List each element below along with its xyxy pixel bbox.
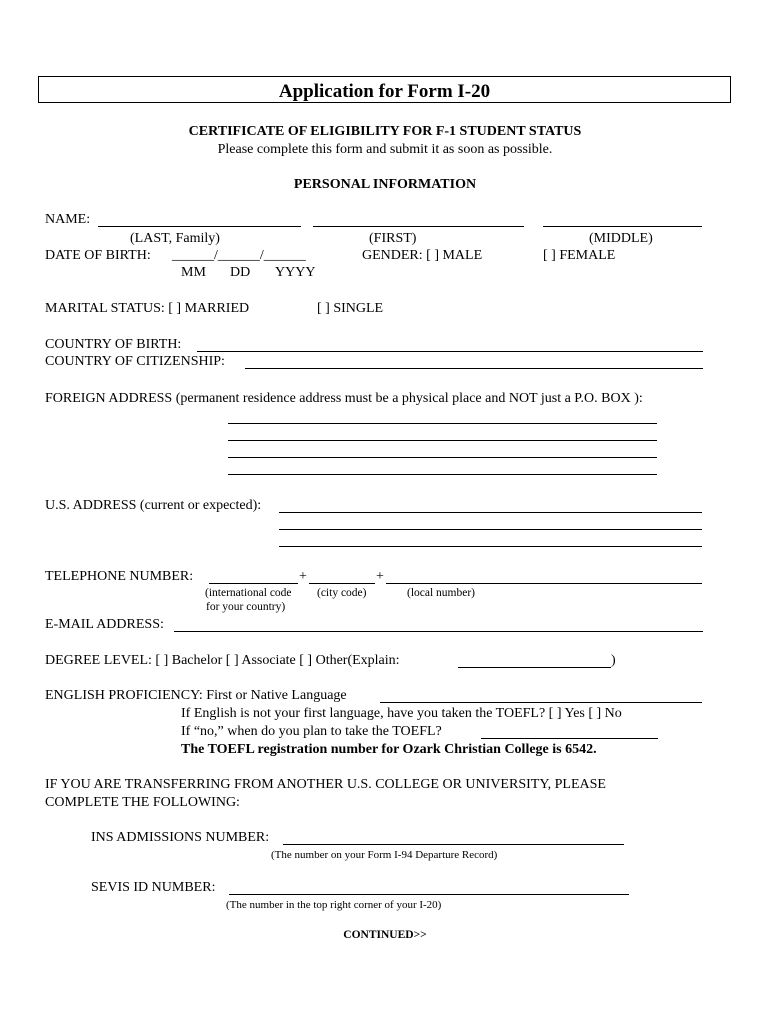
toefl-code-note: The TOEFL registration number for Ozark Christian College is 6542. [181, 742, 597, 757]
title-box [38, 76, 731, 103]
country-citizenship-field[interactable] [245, 368, 703, 369]
english-proficiency-label: ENGLISH PROFICIENCY: First or Native Language [45, 688, 347, 703]
ins-number-label: INS ADMISSIONS NUMBER: [91, 830, 270, 845]
subtitle: CERTIFICATE OF ELIGIBILITY FOR F-1 STUDENT STATUS [188, 124, 582, 139]
telephone-city-caption: (city code) [317, 587, 367, 599]
country-birth-field[interactable] [197, 351, 703, 352]
dob-label: DATE OF BIRTH: [45, 248, 151, 263]
sevis-id-caption: (The number in the top right corner of your I-20) [226, 899, 442, 911]
degree-level-checkboxes[interactable]: DEGREE LEVEL: [ ] Bachelor [ ] Associate [ ] Other(Explain: [45, 653, 400, 668]
country-citizenship-label: COUNTRY OF CITIZENSHIP: [45, 354, 225, 369]
toefl-when-field[interactable] [481, 738, 658, 739]
continued-label: CONTINUED>> [343, 929, 427, 941]
last-name-field[interactable] [98, 226, 301, 227]
middle-name-caption: (MIDDLE) [589, 231, 653, 246]
gender-male-checkbox[interactable]: GENDER: [ ] MALE [362, 248, 483, 263]
ins-number-caption: (The number on your Form I-94 Departure Record) [271, 849, 498, 861]
foreign-address-line-2[interactable] [228, 440, 657, 441]
foreign-address-line-1[interactable] [228, 423, 657, 424]
last-name-caption: (LAST, Family) [130, 231, 220, 246]
transfer-heading-line-2: COMPLETE THE FOLLOWING: [45, 795, 240, 810]
email-field[interactable] [174, 631, 703, 632]
dob-mm-caption: MM [181, 265, 206, 280]
dob-dd-caption: DD [230, 265, 251, 280]
email-label: E-MAIL ADDRESS: [45, 617, 164, 632]
us-address-line-2[interactable] [279, 529, 702, 530]
telephone-intl-caption: (international code [205, 587, 292, 599]
transfer-heading-line-1: IF YOU ARE TRANSFERRING FROM ANOTHER U.S. COLLEGE OR UNIVERSITY, PLEASE [45, 777, 606, 792]
telephone-plus-1: + [299, 569, 307, 584]
country-birth-label: COUNTRY OF BIRTH: [45, 337, 182, 352]
marital-single-checkbox[interactable]: [ ] SINGLE [317, 301, 384, 316]
telephone-local-caption: (local number) [407, 587, 476, 599]
degree-other-field[interactable] [458, 667, 611, 668]
us-address-line-3[interactable] [279, 546, 702, 547]
foreign-address-label: FOREIGN ADDRESS (permanent residence address must be a physical place and NOT just a P.O. BOX ): [45, 391, 643, 406]
form-title: Application for Form I-20 [278, 81, 491, 102]
marital-married-checkbox[interactable]: MARITAL STATUS: [ ] MARRIED [45, 301, 250, 316]
degree-close-paren: ) [611, 653, 616, 668]
us-address-line-1[interactable] [279, 512, 702, 513]
telephone-city-field[interactable] [309, 583, 375, 584]
sevis-id-field[interactable] [229, 894, 629, 895]
gender-female-checkbox[interactable]: [ ] FEMALE [543, 248, 616, 263]
telephone-intl-caption-2: for your country) [206, 601, 286, 613]
telephone-plus-2: + [376, 569, 384, 584]
instruction-text: Please complete this form and submit it as soon as possible. [217, 142, 553, 157]
ins-number-field[interactable] [283, 844, 624, 845]
telephone-label: TELEPHONE NUMBER: [45, 569, 194, 584]
middle-name-field[interactable] [543, 226, 702, 227]
section-heading-personal: PERSONAL INFORMATION [293, 177, 477, 192]
name-label: NAME: [45, 212, 91, 227]
foreign-address-line-4[interactable] [228, 474, 657, 475]
telephone-local-field[interactable] [386, 583, 702, 584]
native-language-field[interactable] [380, 702, 702, 703]
dob-field[interactable]: ______/______/______ [172, 248, 306, 263]
toefl-when-label: If “no,” when do you plan to take the TOEFL? [181, 724, 442, 739]
telephone-intl-field[interactable] [209, 583, 298, 584]
toefl-question[interactable]: If English is not your first language, have you taken the TOEFL? [ ] Yes [ ] No [181, 706, 622, 721]
foreign-address-line-3[interactable] [228, 457, 657, 458]
us-address-label: U.S. ADDRESS (current or expected): [45, 498, 262, 513]
sevis-id-label: SEVIS ID NUMBER: [91, 880, 216, 895]
dob-yyyy-caption: YYYY [275, 265, 316, 280]
first-name-field[interactable] [313, 226, 524, 227]
first-name-caption: (FIRST) [369, 231, 417, 246]
